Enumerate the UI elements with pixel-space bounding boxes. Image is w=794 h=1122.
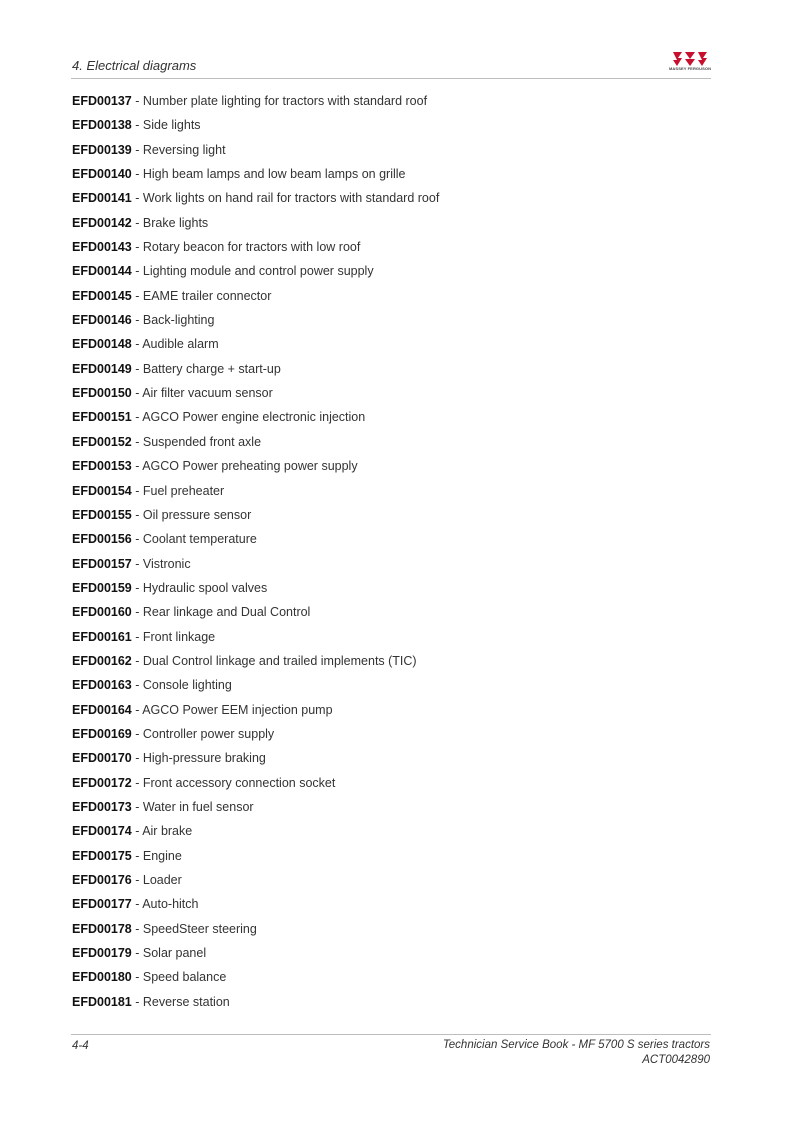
diagram-description: Audible alarm — [142, 337, 219, 352]
list-item — [72, 847, 712, 871]
diagram-code: EFD00145 — [72, 288, 132, 303]
logo-wordmark: MASSEY FERGUSON — [669, 66, 712, 71]
code-separator: - — [131, 873, 143, 887]
list-item — [72, 920, 712, 944]
list-item — [72, 116, 712, 140]
code-separator: - — [131, 167, 143, 182]
code-separator: - — [131, 94, 143, 108]
code-separator: - — [131, 240, 143, 255]
code-separator: - — [131, 313, 143, 328]
list-item — [72, 433, 712, 457]
diagram-code: EFD00172 — [72, 775, 132, 790]
diagram-description: Rear linkage and Dual Control — [142, 605, 311, 620]
diagram-description: Auto-hitch — [142, 897, 199, 912]
diagram-code: EFD00141 — [72, 191, 132, 206]
diagram-code: EFD00157 — [72, 556, 132, 571]
code-separator: - — [131, 751, 143, 766]
diagram-code: EFD00177 — [72, 897, 132, 912]
diagram-code: EFD00163 — [72, 678, 132, 693]
code-separator: - — [131, 507, 143, 522]
diagram-description: Reverse station — [142, 994, 230, 1009]
list-item — [72, 968, 712, 992]
diagram-description: Work lights on hand rail for tractors with standard roof — [142, 191, 440, 206]
list-item — [72, 725, 712, 749]
diagram-description: Reversing light — [142, 142, 226, 157]
diagram-description: Hydraulic spool valves — [142, 580, 268, 595]
code-separator: - — [131, 702, 143, 717]
diagram-code: EFD00173 — [72, 799, 132, 814]
list-item — [72, 944, 712, 968]
diagram-code: EFD00154 — [72, 483, 132, 498]
diagram-description: Coolant temperature — [142, 532, 257, 547]
code-separator: - — [131, 824, 143, 839]
code-separator: - — [131, 191, 143, 206]
code-separator: - — [131, 921, 143, 936]
diagram-code: EFD00150 — [72, 386, 132, 401]
diagram-description: EAME trailer connector — [142, 288, 272, 303]
diagram-description: Front linkage — [142, 629, 216, 644]
diagram-code: EFD00144 — [72, 264, 132, 279]
code-separator: - — [131, 946, 143, 961]
diagram-code: EFD00181 — [72, 994, 132, 1009]
code-separator: - — [131, 386, 143, 401]
code-separator: - — [131, 556, 143, 571]
diagram-description: AGCO Power engine electronic injection — [142, 410, 366, 425]
diagram-code: EFD00164 — [72, 702, 132, 717]
diagram-description: Front accessory connection socket — [142, 775, 336, 790]
list-item — [72, 238, 712, 262]
diagram-code: EFD00143 — [72, 240, 132, 255]
diagram-description: AGCO Power EEM injection pump — [142, 702, 333, 717]
diagram-list — [72, 92, 712, 1017]
code-separator: - — [131, 726, 143, 741]
list-item — [72, 530, 712, 554]
list-item — [72, 895, 712, 919]
diagram-code: EFD00156 — [72, 532, 132, 547]
diagram-description: Back-lighting — [142, 313, 215, 328]
diagram-description: Battery charge + start-up — [142, 361, 281, 376]
list-item — [72, 457, 712, 481]
list-item — [72, 482, 712, 506]
diagram-description: Loader — [142, 873, 182, 887]
diagram-description: Console lighting — [142, 678, 232, 693]
diagram-code: EFD00148 — [72, 337, 132, 352]
diagram-code: EFD00139 — [72, 142, 132, 157]
diagram-code: EFD00179 — [72, 946, 132, 961]
code-separator: - — [131, 337, 143, 352]
diagram-code: EFD00142 — [72, 215, 132, 230]
brand-logo — [669, 51, 711, 75]
diagram-description: Brake lights — [142, 215, 209, 230]
code-separator: - — [131, 897, 143, 912]
list-item — [72, 871, 712, 895]
diagram-description: High-pressure braking — [142, 751, 266, 766]
code-separator: - — [131, 629, 143, 644]
code-separator: - — [131, 653, 143, 668]
diagram-code: EFD00153 — [72, 459, 132, 474]
diagram-code: EFD00174 — [72, 824, 132, 839]
diagram-description: Vistronic — [142, 556, 191, 571]
code-separator: - — [131, 970, 143, 985]
code-separator: - — [131, 410, 143, 425]
diagram-code: EFD00151 — [72, 410, 132, 425]
diagram-code: EFD00161 — [72, 629, 132, 644]
diagram-description: Side lights — [142, 118, 201, 133]
code-separator: - — [131, 434, 143, 449]
diagram-code: EFD00170 — [72, 751, 132, 766]
list-item — [72, 628, 712, 652]
list-item — [72, 506, 712, 530]
diagram-description: Solar panel — [142, 946, 207, 961]
diagram-description: Oil pressure sensor — [142, 507, 252, 522]
diagram-code: EFD00175 — [72, 848, 132, 863]
list-item — [72, 360, 712, 384]
diagram-code: EFD00155 — [72, 507, 132, 522]
code-separator: - — [131, 775, 143, 790]
diagram-description: Air brake — [142, 824, 193, 839]
diagram-description: Number plate lighting for tractors with standard roof — [142, 94, 428, 108]
diagram-description: Air filter vacuum sensor — [142, 386, 273, 401]
diagram-code: EFD00178 — [72, 921, 132, 936]
code-separator: - — [131, 580, 143, 595]
header-divider — [71, 78, 711, 79]
list-item — [72, 603, 712, 627]
diagram-code: EFD00138 — [72, 118, 132, 133]
list-item — [72, 189, 712, 213]
list-item — [72, 141, 712, 165]
diagram-description: Water in fuel sensor — [142, 799, 254, 814]
section-title: 4. Electrical diagrams — [72, 58, 197, 73]
diagram-description: Lighting module and control power supply — [142, 264, 374, 279]
document-code: ACT0042890 — [642, 1054, 710, 1066]
code-separator: - — [131, 678, 143, 693]
diagram-description: AGCO Power preheating power supply — [142, 459, 358, 474]
diagram-description: Dual Control linkage and trailed implements (TIC) — [142, 653, 417, 668]
diagram-code: EFD00162 — [72, 653, 132, 668]
page-number: 4-4 — [72, 1040, 89, 1052]
list-item — [72, 165, 712, 189]
code-separator: - — [131, 215, 143, 230]
list-item — [72, 993, 712, 1017]
diagram-code: EFD00146 — [72, 313, 132, 328]
list-item — [72, 555, 712, 579]
list-item — [72, 262, 712, 286]
footer-info — [443, 1038, 710, 1068]
list-item — [72, 335, 712, 359]
diagram-description: High beam lamps and low beam lamps on grille — [142, 167, 406, 182]
diagram-description: Controller power supply — [142, 726, 275, 741]
diagram-description: Engine — [142, 848, 182, 863]
list-item — [72, 311, 712, 335]
code-separator: - — [131, 605, 143, 620]
list-item — [72, 701, 712, 725]
list-item — [72, 652, 712, 676]
footer-divider — [71, 1034, 711, 1035]
code-separator: - — [131, 361, 143, 376]
diagram-code: EFD00180 — [72, 970, 132, 985]
diagram-code: EFD00176 — [72, 873, 132, 887]
diagram-code: EFD00160 — [72, 605, 132, 620]
code-separator: - — [131, 799, 143, 814]
list-item — [72, 822, 712, 846]
list-item — [72, 92, 712, 116]
code-separator: - — [131, 142, 143, 157]
diagram-description: Suspended front axle — [142, 434, 262, 449]
list-item — [72, 287, 712, 311]
code-separator: - — [131, 532, 143, 547]
code-separator: - — [131, 264, 143, 279]
book-title: Technician Service Book - MF 5700 S series tractors — [442, 1039, 710, 1051]
diagram-description: SpeedSteer steering — [142, 921, 257, 936]
code-separator: - — [131, 288, 143, 303]
diagram-code: EFD00149 — [72, 361, 132, 376]
diagram-code: EFD00152 — [72, 434, 132, 449]
list-item — [72, 798, 712, 822]
list-item — [72, 384, 712, 408]
code-separator: - — [131, 483, 143, 498]
code-separator: - — [131, 848, 143, 863]
massey-ferguson-logo-icon — [669, 51, 711, 67]
diagram-code: EFD00169 — [72, 726, 132, 741]
page-header — [71, 57, 711, 79]
code-separator: - — [131, 994, 143, 1009]
code-separator: - — [131, 459, 143, 474]
diagram-description: Rotary beacon for tractors with low roof — [142, 240, 361, 255]
diagram-description: Fuel preheater — [142, 483, 225, 498]
code-separator: - — [131, 118, 143, 133]
diagram-description: Speed balance — [142, 970, 227, 985]
diagram-code: EFD00140 — [72, 167, 132, 182]
list-item — [72, 676, 712, 700]
list-item — [72, 579, 712, 603]
list-item — [72, 749, 712, 773]
diagram-code: EFD00159 — [72, 580, 132, 595]
list-item — [72, 214, 712, 238]
list-item — [72, 774, 712, 798]
diagram-code: EFD00137 — [72, 94, 132, 108]
list-item — [72, 408, 712, 432]
